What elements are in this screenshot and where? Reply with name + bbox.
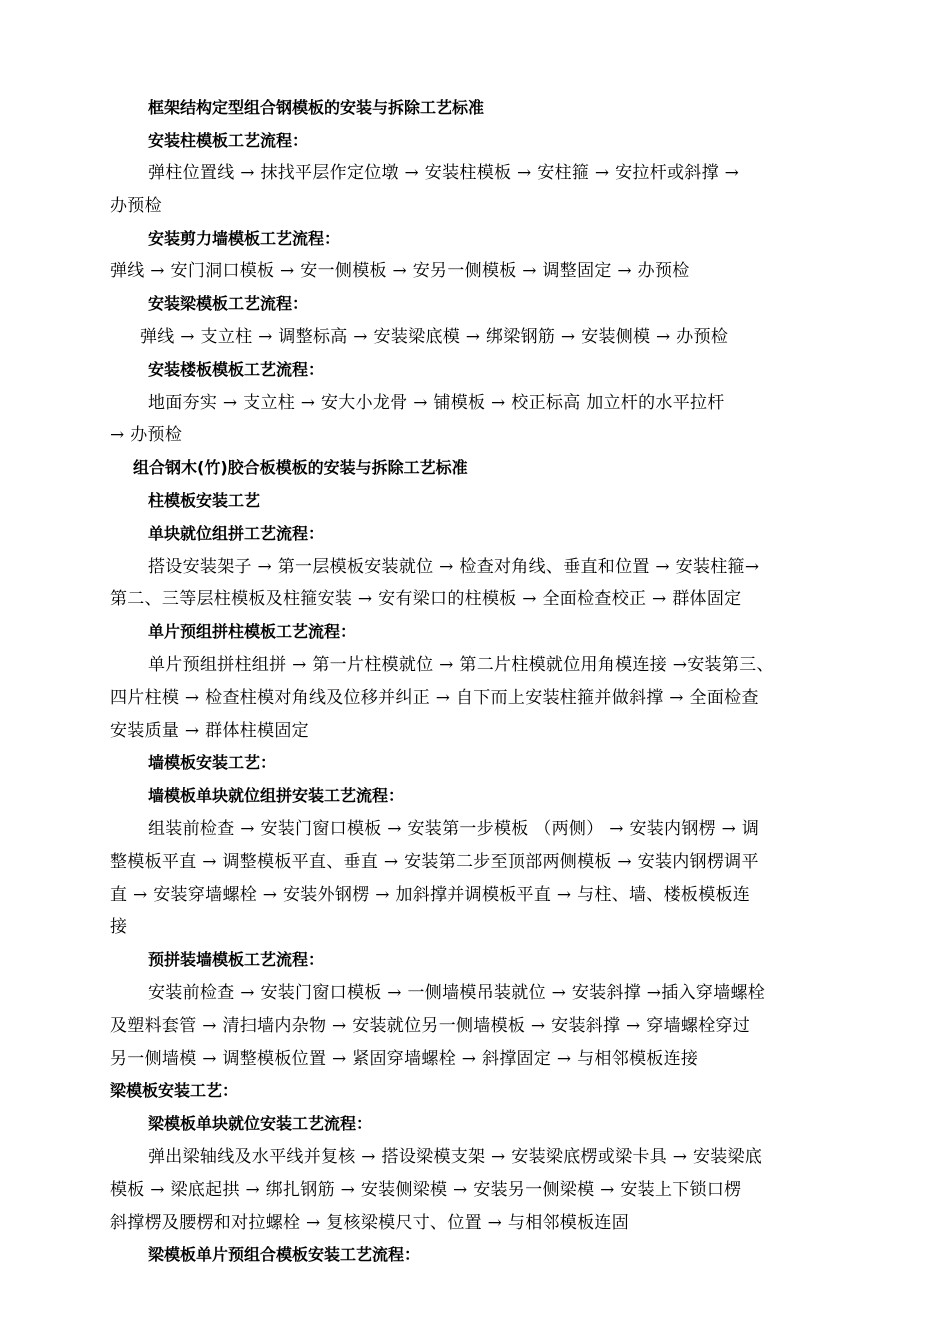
paragraph-line: 模板 → 梁底起拱 → 绑扎钢筋 → 安装侧梁模 → 安装另一侧梁模 → 安装上下锁口楞 (110, 1180, 742, 1200)
paragraph-line: 弹出梁轴线及水平线并复核 → 搭设梁模支架 → 安装梁底楞或梁卡具 → 安装梁底 (148, 1147, 763, 1167)
heading-single-block-process: 单块就位组拼工艺流程： (148, 524, 325, 543)
heading-wall-single-block-process: 墙模板单块就位组拼安装工艺流程： (148, 786, 405, 805)
paragraph-line: 第二、三等层柱模板及柱箍安装 → 安有梁口的柱模板 → 全面检查校正 → 群体固定 (110, 589, 742, 609)
paragraph-line: → 办预检 (110, 425, 183, 445)
heading-single-panel-column-process: 单片预组拼柱模板工艺流程： (148, 622, 357, 641)
heading-column-installation: 柱模板安装工艺 (148, 491, 261, 510)
paragraph-line: 斜撑楞及腰楞和对拉螺栓 → 复核梁模尺寸、位置 → 与相邻模板连固 (110, 1213, 630, 1233)
heading-beam-single-panel-process: 梁模板单片预组合模板安装工艺流程： (148, 1245, 421, 1264)
paragraph-line: 弹柱位置线 → 抹找平层作定位墩 → 安装柱模板 → 安柱箍 → 安拉杆或斜撑 → (148, 163, 740, 183)
heading-beam-single-block-process: 梁模板单块就位安装工艺流程： (148, 1114, 373, 1133)
paragraph-line: 地面夯实 → 支立柱 → 安大小龙骨 → 铺模板 → 校正标高 加立杆的水平拉杆 (148, 393, 725, 413)
heading-shear-wall-process: 安装剪力墙模板工艺流程： (148, 229, 341, 248)
heading-beam-formwork-process: 安装梁模板工艺流程： (148, 294, 309, 313)
paragraph-line: 弹线 → 安门洞口模板 → 安一侧模板 → 安另一侧模板 → 调整固定 → 办预检 (110, 261, 690, 281)
heading-plywood-formwork-standard: 组合钢木(竹)胶合板模板的安装与拆除工艺标准 (133, 458, 468, 477)
paragraph-line: 接 (110, 917, 128, 937)
paragraph-line: 办预检 (110, 196, 162, 216)
paragraph-line: 及塑料套管 → 清扫墙内杂物 → 安装就位另一侧墙模板 → 安装斜撑 → 穿墙螺栓穿过 (110, 1016, 751, 1036)
paragraph-line: 整模板平直 → 调整模板平直、垂直 → 安装第二步至顶部两侧模板 → 安装内钢楞调平 (110, 852, 759, 872)
paragraph-line: 安装质量 → 群体柱模固定 (110, 721, 309, 741)
paragraph-line: 弹线 → 支立柱 → 调整标高 → 安装梁底模 → 绑梁钢筋 → 安装侧模 → 办预检 (140, 327, 729, 347)
paragraph-line: 另一侧墙模 → 调整模板位置 → 紧固穿墙螺栓 → 斜撑固定 → 与相邻模板连接 (110, 1049, 699, 1069)
paragraph-line: 直 → 安装穿墙螺栓 → 安装外钢楞 → 加斜撑并调模板平直 → 与柱、墙、楼板模板连 (110, 885, 751, 905)
paragraph-line: 单片预组拼柱组拼 → 第一片柱模就位 → 第二片柱模就位用角模连接 →安装第三、 (148, 655, 774, 675)
paragraph-line: 组装前检查 → 安装门窗口模板 → 安装第一步模板 （两侧） → 安装内钢楞 → 调 (148, 819, 760, 839)
heading-floor-formwork-process: 安装楼板模板工艺流程： (148, 360, 325, 379)
paragraph-line: 四片柱模 → 检查柱模对角线及位移并纠正 → 自下而上安装柱箍并做斜撑 → 全面检查 (110, 688, 759, 708)
heading-wall-installation: 墙模板安装工艺： (148, 753, 277, 772)
paragraph-line: 搭设安装架子 → 第一层模板安装就位 → 检查对角线、垂直和位置 → 安装柱箍→ (148, 557, 760, 577)
heading-preassembled-wall-process: 预拼装墙模板工艺流程： (148, 950, 325, 969)
heading-steel-formwork-standard: 框架结构定型组合钢模板的安装与拆除工艺标准 (148, 98, 485, 117)
heading-beam-installation: 梁模板安装工艺： (110, 1081, 239, 1100)
heading-column-formwork-process: 安装柱模板工艺流程： (148, 131, 309, 150)
paragraph-line: 安装前检查 → 安装门窗口模板 → 一侧墙模吊装就位 → 安装斜撑 →插入穿墙螺栓 (148, 983, 766, 1003)
